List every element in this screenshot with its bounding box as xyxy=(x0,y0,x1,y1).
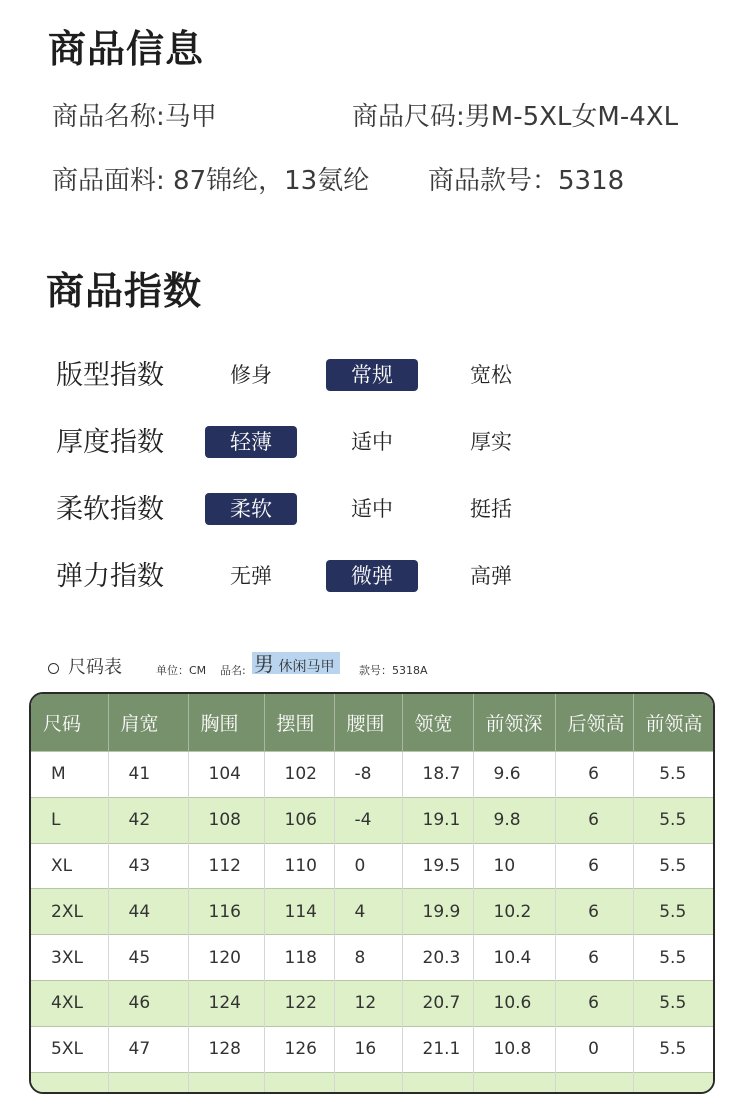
product-name-value: 休闲马甲 xyxy=(274,659,335,675)
table-cell: XL xyxy=(31,843,108,889)
table-cell: 45 xyxy=(108,935,188,981)
table-row xyxy=(31,1026,713,1072)
table-header-row xyxy=(31,694,713,752)
table-cell: 20.3 xyxy=(402,935,473,981)
table-cell: 43 xyxy=(108,843,188,889)
table-cell: -4 xyxy=(334,797,402,843)
column-header: 后领高 xyxy=(555,694,633,752)
table-cell: 12 xyxy=(334,980,402,1026)
table-cell: L xyxy=(31,797,108,843)
table-cell: 9.6 xyxy=(473,752,555,798)
size-table-container xyxy=(29,692,715,1094)
table-cell: 110 xyxy=(264,843,334,889)
product-index-title: 商品指数 xyxy=(46,269,203,313)
size-table xyxy=(31,694,713,1094)
column-header: 腰围 xyxy=(334,694,402,752)
table-cell: 114 xyxy=(264,889,334,935)
table-cell: 5.5 xyxy=(633,797,713,843)
table-cell: M xyxy=(31,752,108,798)
table-cell xyxy=(188,1072,264,1094)
gender-label: 男 xyxy=(254,652,274,676)
index-option: 轻薄 xyxy=(205,426,297,458)
product-fabric: 商品面料: 87锦纶，13氨纶 xyxy=(52,166,370,196)
table-cell: 4XL xyxy=(31,980,108,1026)
table-cell: 102 xyxy=(264,752,334,798)
table-cell xyxy=(31,1072,108,1094)
table-cell: -8 xyxy=(334,752,402,798)
table-cell: 5.5 xyxy=(633,889,713,935)
table-cell: 10.6 xyxy=(473,980,555,1026)
index-row-thickness xyxy=(0,423,750,463)
table-cell: 104 xyxy=(188,752,264,798)
table-cell: 46 xyxy=(108,980,188,1026)
table-row xyxy=(31,843,713,889)
table-cell: 10 xyxy=(473,843,555,889)
index-option: 适中 xyxy=(351,497,393,521)
index-option: 修身 xyxy=(230,363,272,387)
table-cell: 4 xyxy=(334,889,402,935)
table-cell: 6 xyxy=(555,889,633,935)
table-cell: 10.4 xyxy=(473,935,555,981)
table-row xyxy=(31,889,713,935)
table-row-empty xyxy=(31,1072,713,1094)
table-cell: 6 xyxy=(555,935,633,981)
index-option: 高弹 xyxy=(470,564,512,588)
table-cell: 21.1 xyxy=(402,1026,473,1072)
table-cell: 3XL xyxy=(31,935,108,981)
index-row-softness xyxy=(0,490,750,530)
table-cell: 106 xyxy=(264,797,334,843)
index-option: 厚实 xyxy=(470,430,512,454)
column-header: 摆围 xyxy=(264,694,334,752)
table-cell: 10.2 xyxy=(473,889,555,935)
table-cell: 18.7 xyxy=(402,752,473,798)
table-cell: 128 xyxy=(188,1026,264,1072)
table-cell: 41 xyxy=(108,752,188,798)
table-cell: 5.5 xyxy=(633,1026,713,1072)
table-cell: 118 xyxy=(264,935,334,981)
column-header: 领宽 xyxy=(402,694,473,752)
index-row-elasticity xyxy=(0,557,750,597)
index-label: 弹力指数 xyxy=(56,561,164,592)
table-cell: 6 xyxy=(555,843,633,889)
table-cell: 19.5 xyxy=(402,843,473,889)
size-chart-style-number: 款号：5318A xyxy=(359,664,428,677)
product-name: 商品名称:马甲 xyxy=(52,102,217,132)
index-label: 柔软指数 xyxy=(56,494,164,525)
index-option: 常规 xyxy=(326,359,418,391)
table-cell: 5.5 xyxy=(633,980,713,1026)
table-row xyxy=(31,797,713,843)
table-cell xyxy=(334,1072,402,1094)
column-header: 肩宽 xyxy=(108,694,188,752)
table-cell: 5XL xyxy=(31,1026,108,1072)
index-option: 柔软 xyxy=(205,493,297,525)
column-header: 胸围 xyxy=(188,694,264,752)
table-cell: 20.7 xyxy=(402,980,473,1026)
table-cell: 112 xyxy=(188,843,264,889)
index-label: 版型指数 xyxy=(56,360,164,391)
index-option: 挺括 xyxy=(470,497,512,521)
size-chart-title: 尺码表 xyxy=(68,657,122,678)
table-cell xyxy=(402,1072,473,1094)
index-option: 微弹 xyxy=(326,560,418,592)
product-name-highlight xyxy=(252,652,340,674)
column-header: 尺码 xyxy=(31,694,108,752)
table-cell: 108 xyxy=(188,797,264,843)
table-cell: 16 xyxy=(334,1026,402,1072)
column-header: 前领高 xyxy=(633,694,713,752)
product-size-range: 商品尺码:男M-5XL女M-4XL xyxy=(352,102,679,132)
table-cell: 0 xyxy=(334,843,402,889)
table-cell: 19.9 xyxy=(402,889,473,935)
circle-icon xyxy=(48,663,59,674)
product-info-title: 商品信息 xyxy=(48,27,205,71)
table-cell: 122 xyxy=(264,980,334,1026)
table-cell: 42 xyxy=(108,797,188,843)
index-option: 宽松 xyxy=(470,363,512,387)
table-cell: 6 xyxy=(555,980,633,1026)
table-cell xyxy=(555,1072,633,1094)
table-cell: 10.8 xyxy=(473,1026,555,1072)
table-row xyxy=(31,752,713,798)
table-cell: 19.1 xyxy=(402,797,473,843)
table-cell: 2XL xyxy=(31,889,108,935)
table-cell: 120 xyxy=(188,935,264,981)
table-cell: 0 xyxy=(555,1026,633,1072)
table-row xyxy=(31,980,713,1026)
table-cell xyxy=(264,1072,334,1094)
table-cell: 5.5 xyxy=(633,843,713,889)
table-cell: 5.5 xyxy=(633,935,713,981)
table-cell: 5.5 xyxy=(633,752,713,798)
table-cell xyxy=(633,1072,713,1094)
index-option: 适中 xyxy=(351,430,393,454)
size-chart-unit: 单位：CM xyxy=(156,664,207,677)
table-cell: 44 xyxy=(108,889,188,935)
table-cell xyxy=(473,1072,555,1094)
table-cell xyxy=(108,1072,188,1094)
index-option: 无弹 xyxy=(230,564,272,588)
table-body xyxy=(31,752,713,1095)
table-cell: 6 xyxy=(555,797,633,843)
product-style-number: 商品款号：5318 xyxy=(428,166,625,196)
index-row-fit xyxy=(0,356,750,396)
table-cell: 126 xyxy=(264,1026,334,1072)
table-row xyxy=(31,935,713,981)
table-cell: 47 xyxy=(108,1026,188,1072)
product-name-label: 品名: xyxy=(220,664,246,677)
column-header: 前领深 xyxy=(473,694,555,752)
table-cell: 124 xyxy=(188,980,264,1026)
index-label: 厚度指数 xyxy=(56,427,164,458)
table-cell: 116 xyxy=(188,889,264,935)
table-cell: 8 xyxy=(334,935,402,981)
table-cell: 6 xyxy=(555,752,633,798)
table-cell: 9.8 xyxy=(473,797,555,843)
